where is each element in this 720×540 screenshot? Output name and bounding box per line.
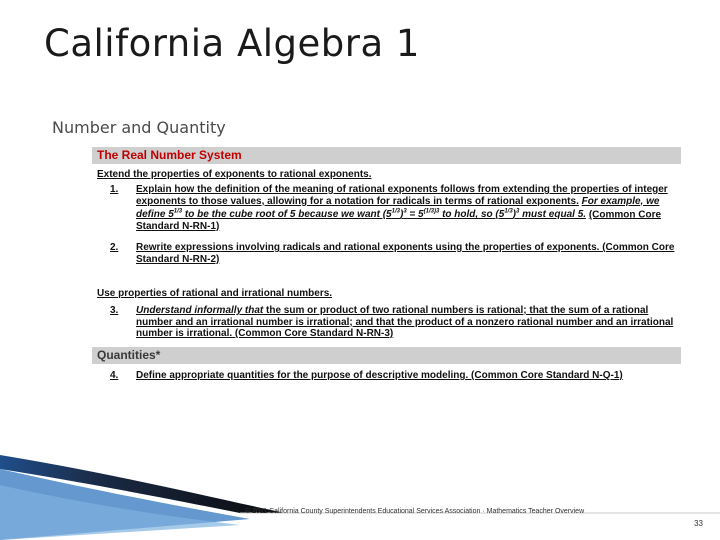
section-heading: Number and Quantity xyxy=(52,118,226,137)
page-number: 33 xyxy=(694,519,703,528)
standard-text xyxy=(136,305,678,340)
standard-text: Rewrite expressions involving radicals and rational exponents using the properties of exponents. (Common Core Standard N-RN-2) xyxy=(136,242,675,265)
standard-2 xyxy=(110,242,678,265)
standard-number: 1. xyxy=(110,184,119,195)
cluster-heading-rational-irrational: Use properties of rational and irrational numbers. xyxy=(97,288,333,299)
standard-number: 3. xyxy=(110,305,119,316)
footer-copyright: © 2011 California County Superintendents Educational Services Association · Mathematics Teacher Overview xyxy=(245,508,585,515)
standard-4 xyxy=(110,370,678,382)
standard-1 xyxy=(110,184,678,232)
standard-3 xyxy=(110,305,678,340)
cluster-heading-exponents: Extend the properties of exponents to rational exponents. xyxy=(97,169,372,180)
standard-1-citation: (Common Core Standard N-RN-1) xyxy=(136,209,662,232)
standard-1-example: For example, we define $5^{1/3}$ to be the cube root of 5 because we want $(5^{1/3})^3 = 5^{(1/3)3}$ to hold, so $(5^{1/3})^3$ must equal 5. xyxy=(136,195,660,221)
domain-bar-real-number-system: The Real Number System xyxy=(92,147,681,164)
standard-number: 2. xyxy=(110,242,119,253)
standards-document xyxy=(50,116,682,406)
standard-3-lead: Understand informally that xyxy=(136,305,264,316)
slide-title: California Algebra 1 xyxy=(44,22,420,65)
decorative-swoosh xyxy=(0,455,720,540)
standard-3-body: the sum or product of two rational numbers is rational; that the sum of a rational number and an irrational number is irrational; and that the product of a nonzero rational number and an irrational number is irrational. (Common Core Standard N-RN-3) xyxy=(136,305,674,339)
standard-1-lead: Explain how the definition of the meaning of rational exponents follows from extending the properties of integer exponents to those values, allowing for a notation for radicals in terms of rational exponents. xyxy=(136,184,668,207)
standard-text xyxy=(136,184,678,232)
standard-text: Define appropriate quantities for the purpose of descriptive modeling. (Common Core Standard N-Q-1) xyxy=(136,370,623,381)
domain-bar-quantities: Quantities* xyxy=(92,347,681,364)
standard-number: 4. xyxy=(110,370,119,381)
